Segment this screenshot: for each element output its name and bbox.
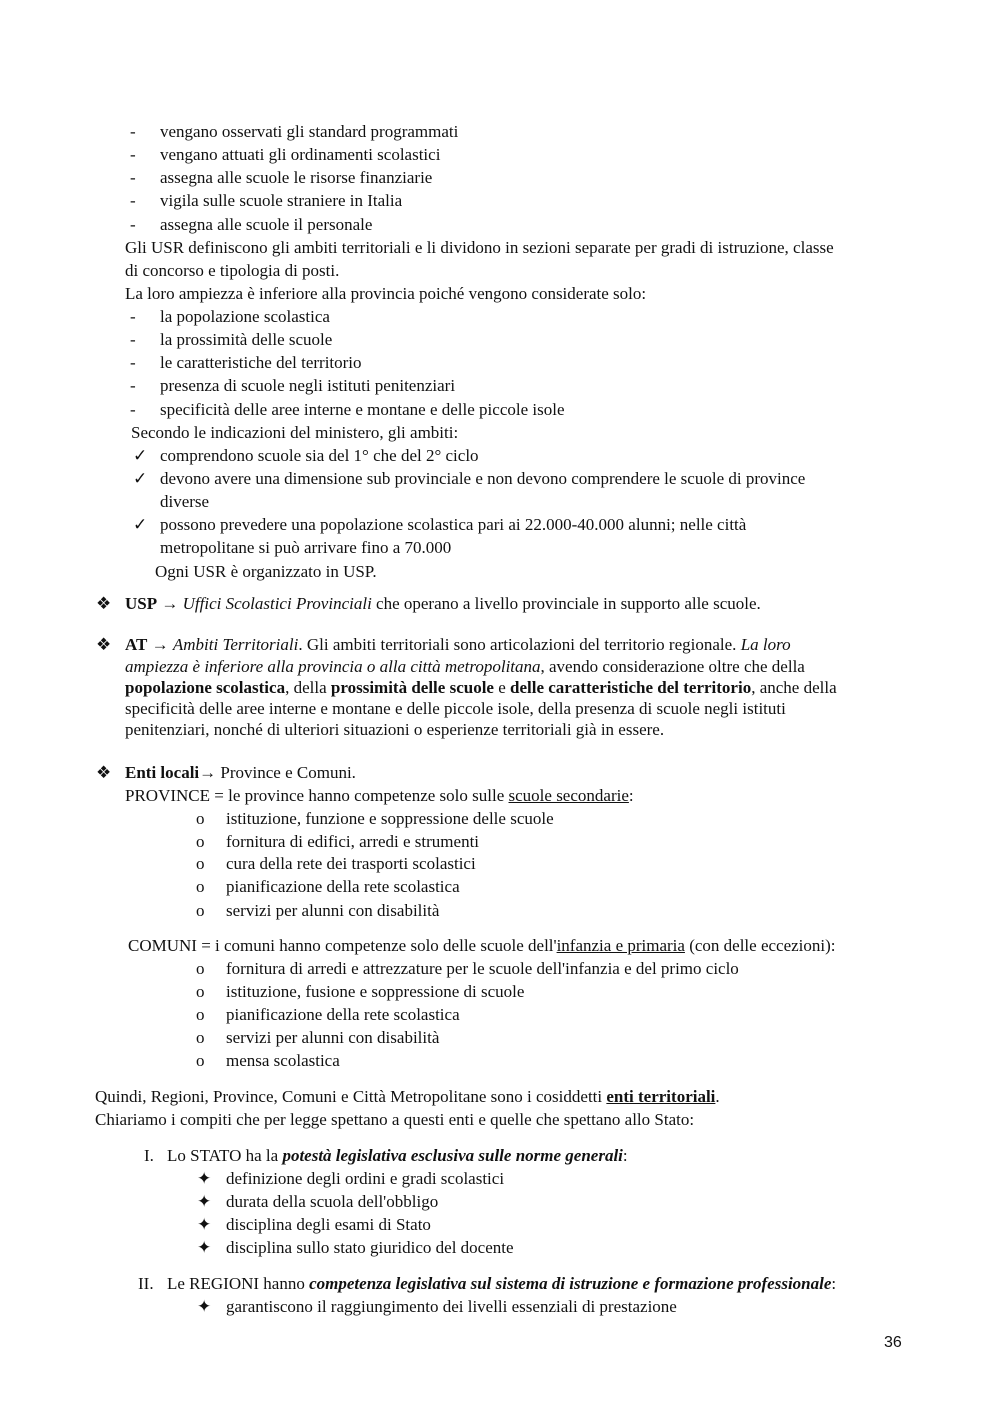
star-bullet-icon: ✦ [197,1215,212,1234]
circle-bullet: o [196,854,205,873]
dash-bullet: - [130,145,136,164]
dash-bullet: - [130,330,136,349]
checkmark-icon: ✓ [133,515,148,534]
star-bullet-icon: ✦ [197,1297,212,1316]
dash-bullet: - [130,400,136,419]
dash-bullet: - [130,168,136,187]
circle-bullet: o [196,1028,205,1047]
dash-bullet: - [130,122,136,141]
star-bullet-icon: ✦ [197,1192,212,1211]
circle-bullet: o [196,1051,205,1070]
dash-bullet: - [130,215,136,234]
diamond-bullet-icon: ❖ [96,763,112,782]
page-number: 36 [884,1334,902,1351]
circle-bullet: o [196,982,205,1001]
at-term: AT [125,635,148,654]
roman-numeral: II. [138,1274,154,1293]
star-bullet-icon: ✦ [197,1169,212,1188]
usr-task: assegna alle scuole il personale [160,215,373,234]
roman-numeral: I. [144,1146,154,1165]
enti-locali-term: Enti locali [125,763,200,782]
dash-bullet: - [130,353,136,372]
enti-territoriali-term: enti territoriali [606,1087,716,1106]
circle-bullet: o [196,877,205,896]
diamond-bullet-icon: ❖ [96,635,112,654]
dash-bullet: - [130,376,136,395]
circle-bullet: o [196,1005,205,1024]
circle-bullet: o [196,809,205,828]
star-bullet-icon: ✦ [197,1238,212,1257]
usr-task: vigila sulle scuole straniere in Italia [160,191,403,210]
diamond-bullet-icon: ❖ [96,594,112,613]
checkmark-icon: ✓ [133,469,148,488]
dash-bullet: - [130,191,136,210]
usr-task: vengano osservati gli standard programmati [160,122,459,141]
circle-bullet: o [196,832,205,851]
checkmark-icon: ✓ [133,446,148,465]
dash-bullet: - [130,307,136,326]
usr-task: assegna alle scuole le risorse finanziarie [160,168,433,187]
circle-bullet: o [196,959,205,978]
usp-term: USP [125,594,158,613]
usr-task: vengano attuati gli ordinamenti scolastici [160,145,441,164]
circle-bullet: o [196,901,205,920]
